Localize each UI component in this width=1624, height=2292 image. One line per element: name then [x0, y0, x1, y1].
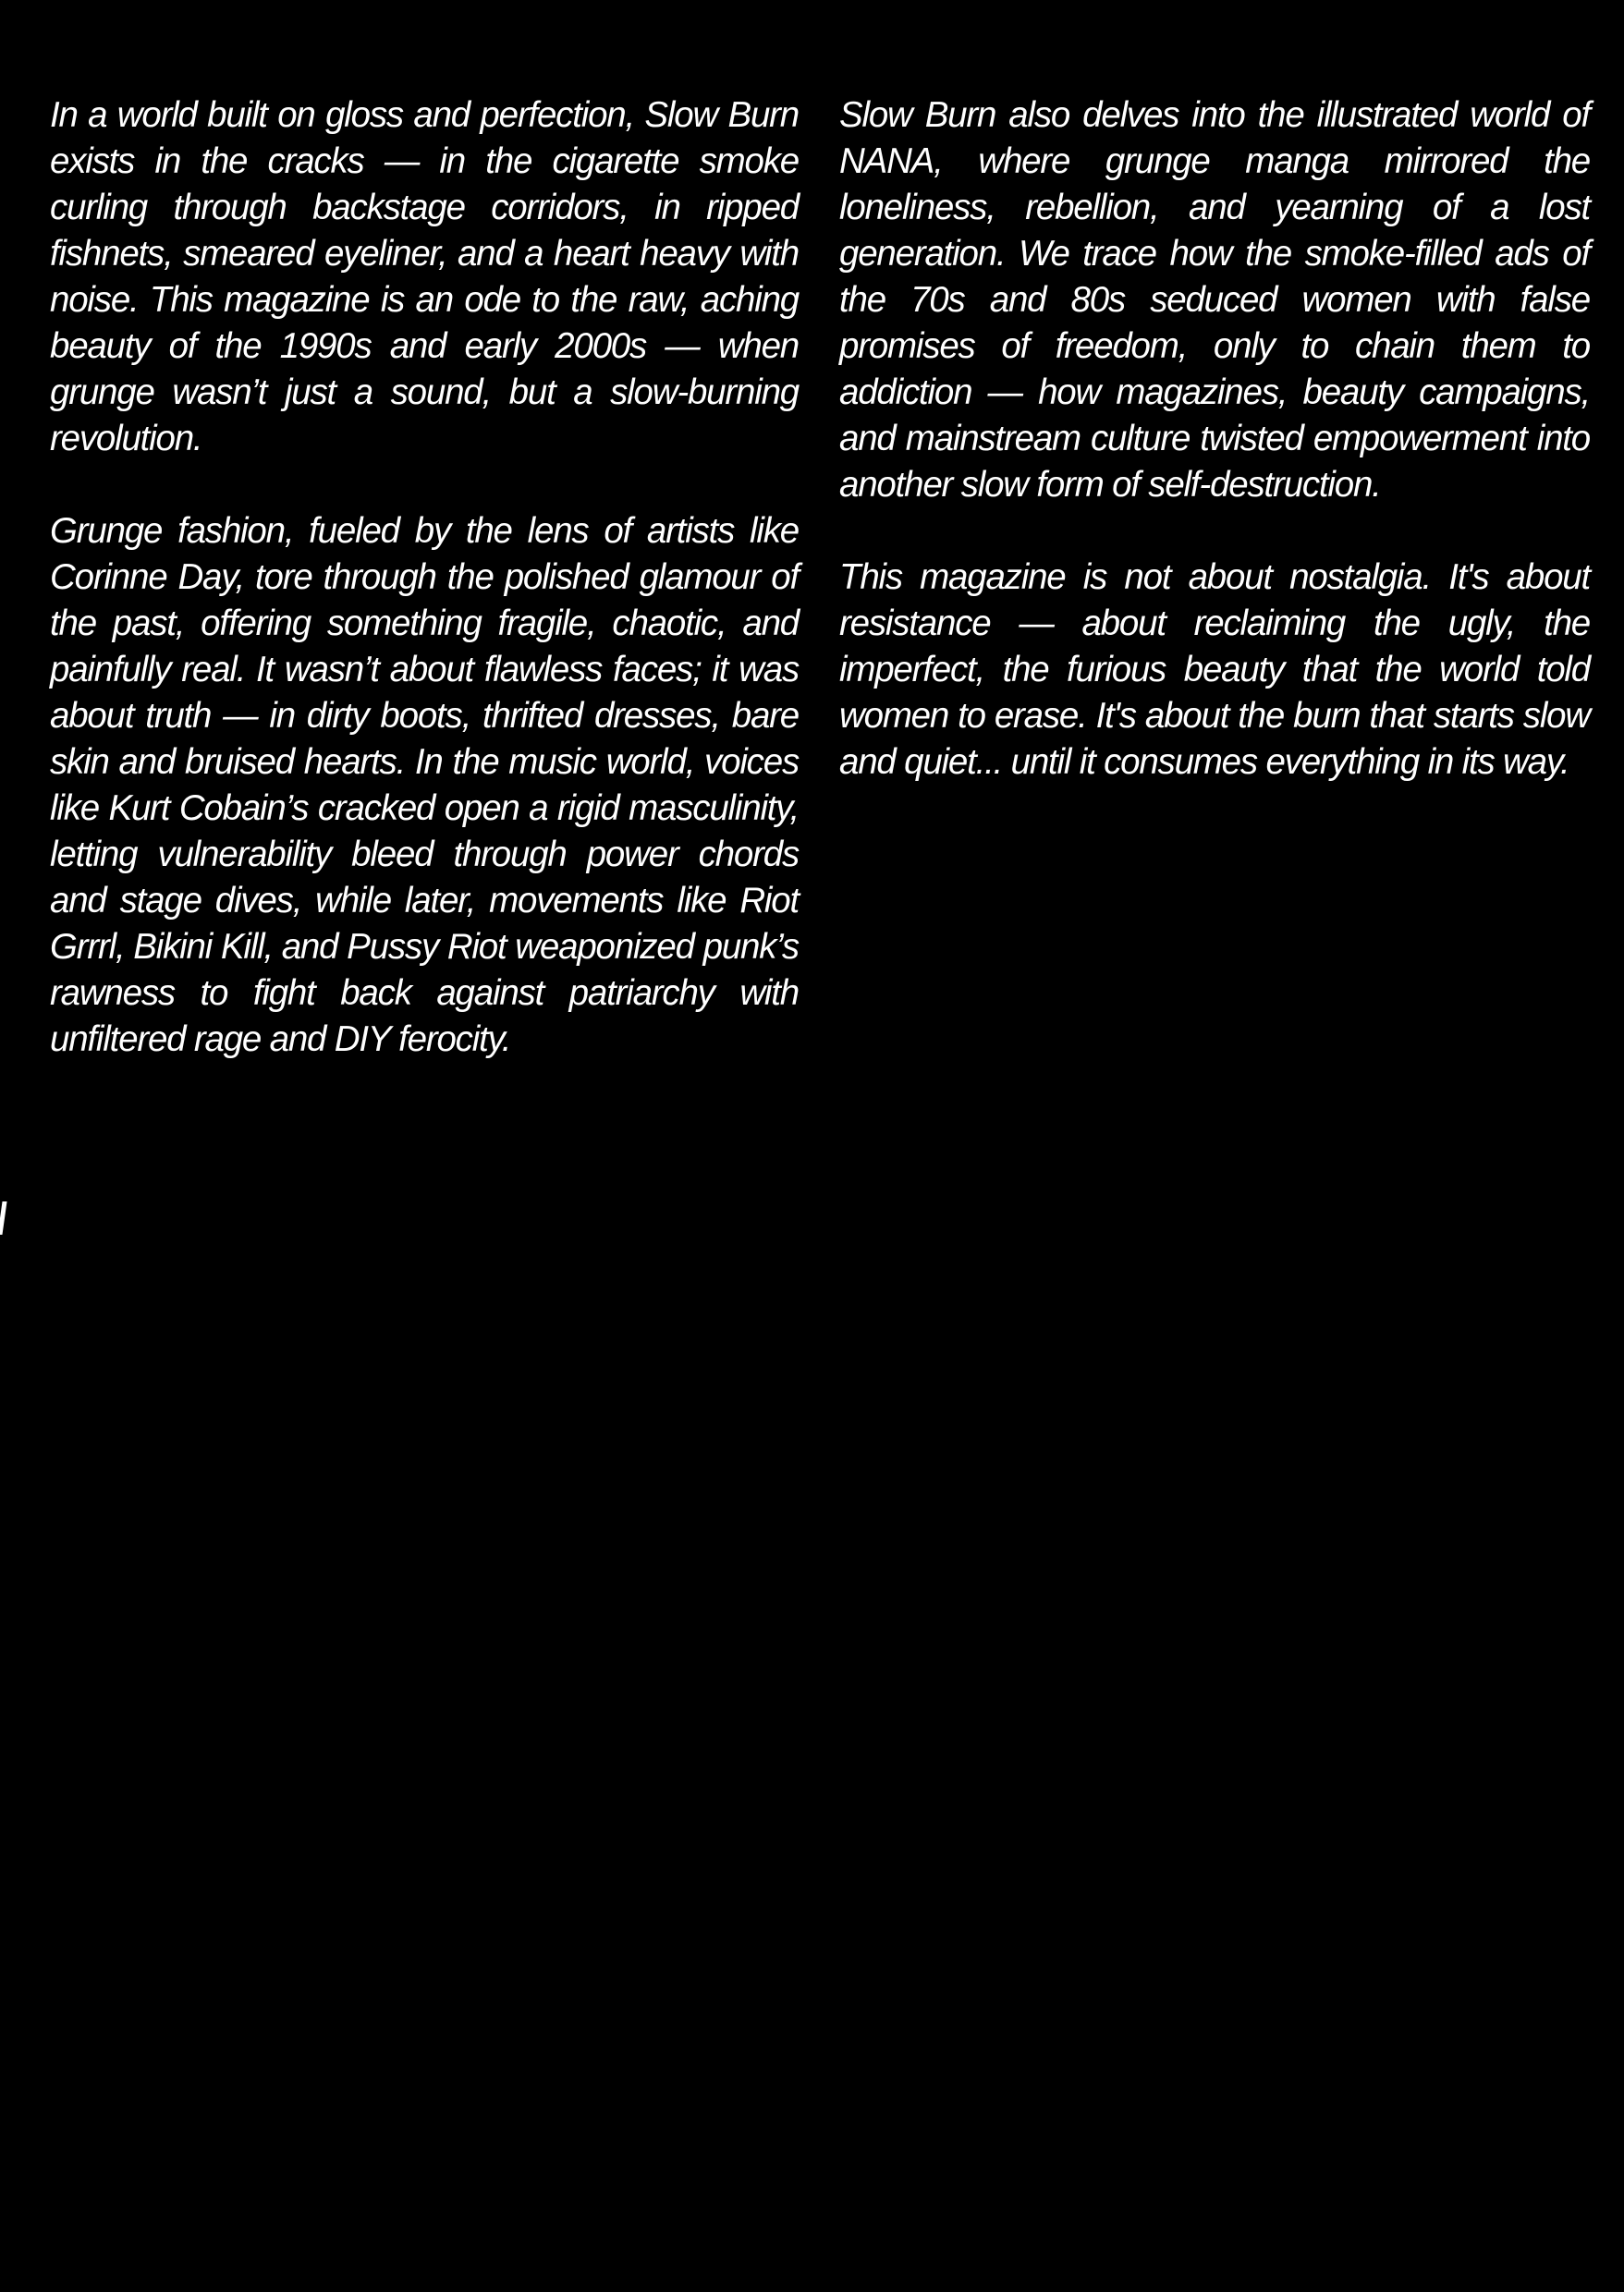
resistance-paragraph: This magazine is not about nostalgia. It's about resistance — about reclaiming the ugly, the imperfect, the furious beauty that the world told women to erase. It's about the burn that starts slow and quiet... until it consumes everything in its way.: [839, 557, 1590, 782]
nana-paragraph: Slow Burn also delves into the illustrated world of NANA, where grunge manga mirrored the loneliness, rebellion, and yearning of a lost generation. We trace how the smoke-filled ads of the 70s and 80s seduced women with false promises of freedom, only to chain them to addiction — how magazines, beauty campaigns, and mainstream culture twisted empowerment into another slow form of self-destruction.: [839, 95, 1590, 505]
right-text-column: [839, 92, 1590, 832]
grunge-fashion-paragraph: Grunge fashion, fueled by the lens of artists like Corinne Day, tore through the polished glamour of the past, offering something fragile, chaotic, and painfully real. It wasn’t about flawless faces; it was about truth — in dirty boots, thrifted dresses, bare skin and bruised hearts. In the music world, voices like Kurt Cobain’s cracked open a rigid masculinity, letting vulnerability bleed through power chords and stage dives, while later, movements like Riot Grrrl, Bikini Kill, and Pussy Riot weaponized punk’s rawness to fight back against patriarchy with unfiltered rage and DIY ferocity.: [50, 511, 799, 1059]
intro-paragraph: In a world built on gloss and perfection, Slow Burn exists in the cracks — in the cigarette smoke curling through backstage corridors, in ripped fishnets, smeared eyeliner, and a heart heavy with noise. This magazine is an ode to the raw, aching beauty of the 1990s and early 2000s — when grunge wasn’t just a sound, but a slow-burning revolution.: [50, 95, 799, 458]
left-text-column: [50, 92, 799, 1109]
edge-stroke-decoration: [0, 1201, 7, 1235]
